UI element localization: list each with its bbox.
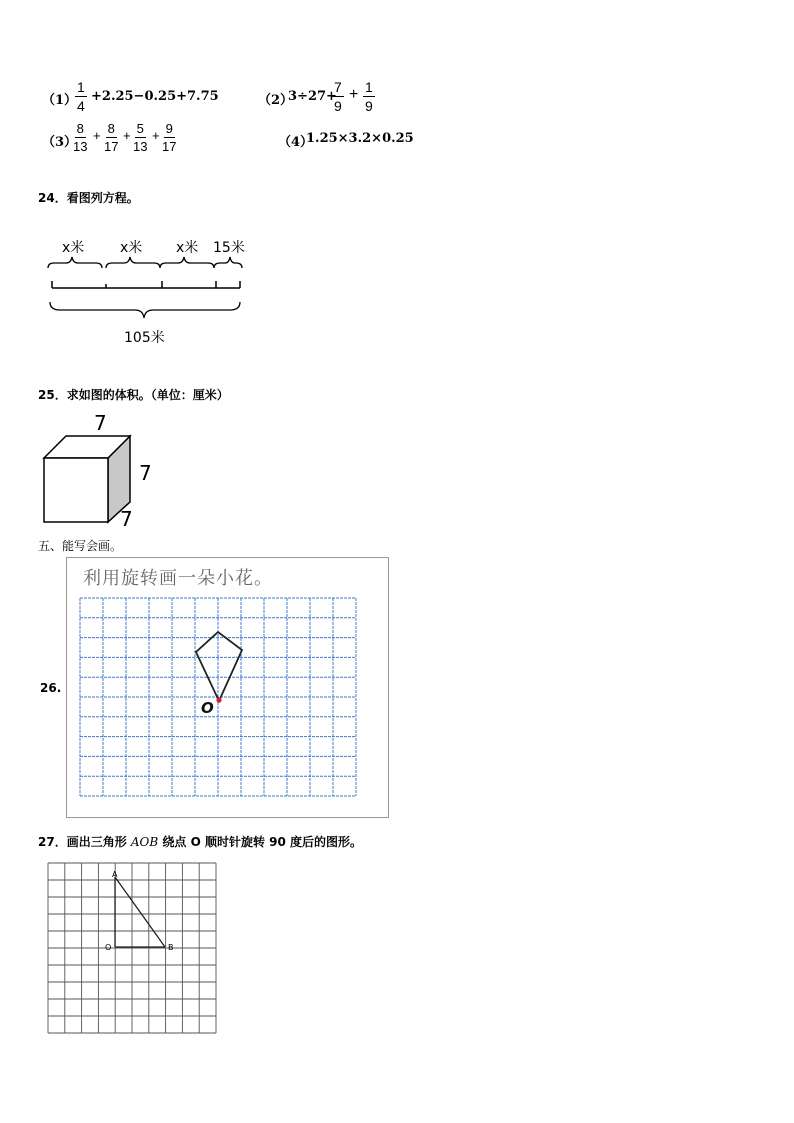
q25-title: 25．求如图的体积。（单位：厘米） [38, 388, 229, 402]
q26-grid [78, 596, 360, 800]
q24-label-4: 15米 [213, 240, 245, 256]
q27-grid-lines [48, 863, 216, 1033]
calc-3-fraction-3 [133, 122, 147, 153]
calc-3-denominator-1: 13 [73, 139, 88, 154]
calc-2-fraction-1 [332, 80, 344, 113]
q25-dim-bottom: 7 [120, 507, 133, 531]
calc-2-denominator-2: 9 [365, 98, 373, 114]
calc-1-label: （1） [42, 93, 78, 108]
calc-3-plus-1: + [93, 128, 101, 143]
calc-4-label: （4） [278, 135, 314, 150]
calc-3-label: （3） [42, 135, 78, 150]
calc-3-denominator-3: 13 [133, 139, 148, 154]
q24-brace-1 [48, 257, 102, 268]
q27-title-suffix: 绕点 O 顺时针旋转 90 度后的图形。 [162, 835, 363, 849]
calc-1-denominator: 4 [77, 98, 85, 114]
q26-pivot-label: O [201, 699, 214, 717]
calc-3-denominator-2: 17 [104, 139, 119, 154]
calc-2-plus: + [349, 86, 359, 103]
calc-2-label: （2） [258, 93, 294, 108]
calc-1-rest: +2.25−0.25+7.75 [91, 89, 219, 104]
calc-1-fraction [75, 80, 87, 113]
q26-pivot-point [216, 697, 221, 702]
q27-label-o: O [105, 943, 112, 952]
q25-dim-top: 7 [94, 411, 107, 435]
q25-cube-figure [36, 408, 166, 533]
q27-segment-ab [115, 877, 165, 947]
calc-3-fraction-4 [162, 122, 176, 153]
q24-line-diagram [40, 230, 255, 350]
calc-4-expression: 1.25×3.2×0.25 [306, 131, 414, 146]
calc-3-denominator-4: 17 [162, 139, 177, 154]
calc-2-lead: 3÷27+ [288, 89, 337, 104]
calc-3-fraction-1 [73, 122, 87, 153]
calc-3-plus-2: + [123, 128, 131, 143]
calc-2-numerator-2: 1 [365, 79, 373, 95]
q24-brace-2 [106, 257, 160, 268]
q26-kite-shape [196, 632, 242, 701]
q24-label-3: x米 [176, 240, 199, 256]
calc-3-numerator-3: 5 [136, 121, 144, 136]
calc-3-numerator-4: 9 [165, 121, 173, 136]
calc-2-fraction-2 [363, 80, 375, 113]
q27-label-b: B [168, 943, 174, 952]
q27-title [38, 833, 362, 850]
q25-cube-front-face [44, 458, 108, 522]
q27-title-prefix: 27．画出三角形 [38, 835, 127, 849]
q27-title-triangle: AOB [130, 835, 159, 849]
calc-3-numerator-1: 8 [76, 121, 84, 136]
q24-total-brace [50, 302, 240, 318]
calc-3-plus-3: + [152, 128, 160, 143]
q27-label-a: A [112, 870, 118, 879]
q24-brace-3 [160, 257, 214, 268]
calc-2-denominator-1: 9 [334, 98, 342, 114]
q24-label-2: x米 [120, 240, 143, 256]
section5-title: 五、能写会画。 [38, 539, 123, 553]
calc-1-numerator: 1 [77, 79, 85, 95]
q24-total-label: 105米 [124, 330, 165, 346]
calc-2-numerator-1: 7 [334, 79, 342, 95]
q26-number: 26. [40, 681, 62, 695]
q24-title: 24．看图列方程。 [38, 191, 139, 205]
calc-3-numerator-2: 8 [107, 121, 115, 136]
q27-grid [46, 861, 220, 1037]
q26-instruction: 利用旋转画一朵小花。 [83, 568, 273, 589]
calc-3-fraction-2 [104, 122, 118, 153]
q24-brace-4 [214, 257, 242, 268]
q25-dim-right: 7 [139, 461, 152, 485]
q24-label-1: x米 [62, 240, 85, 256]
